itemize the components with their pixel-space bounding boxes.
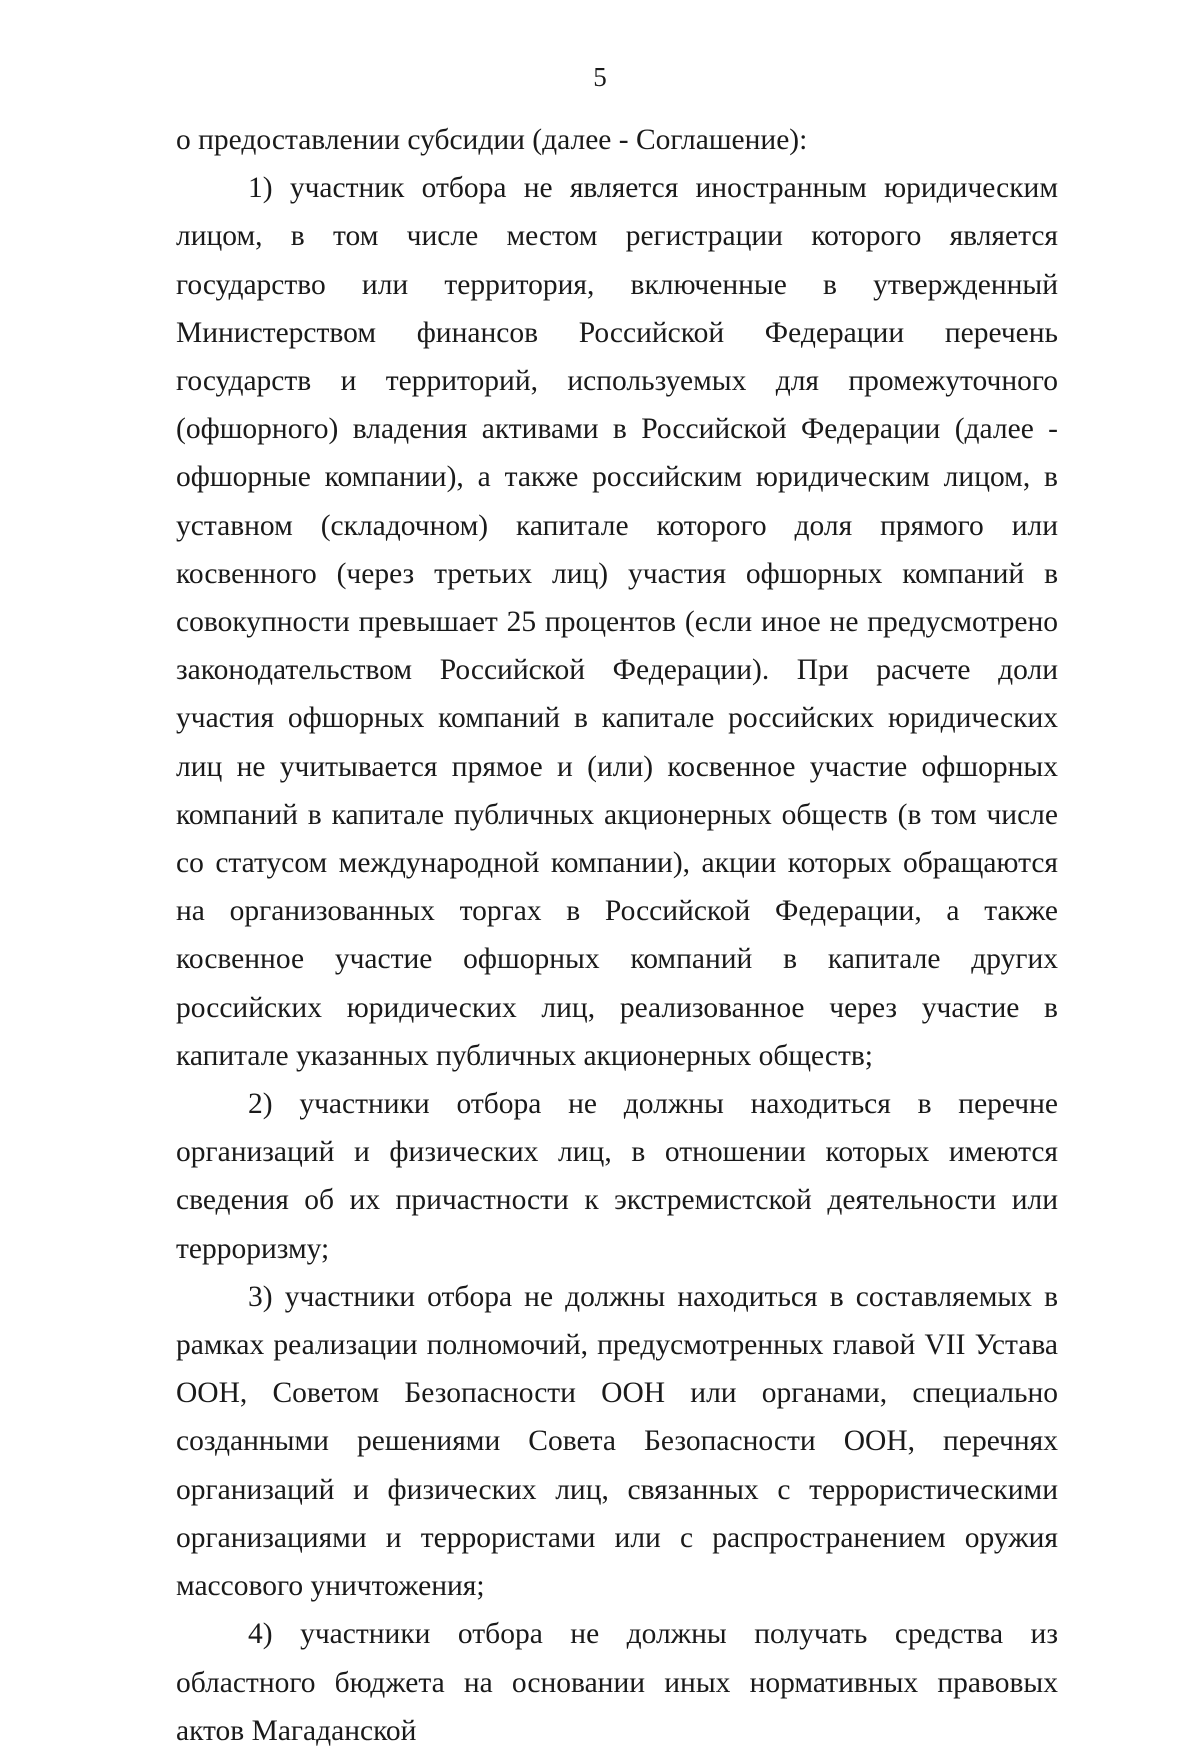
paragraph-item-2: 2) участники отбора не должны находиться в перечне организаций и физических лиц, в отношении которых имеются сведения об их причастности к экстремистской деятельности или терроризму; <box>176 1088 1058 1265</box>
paragraph-item-3: 3) участники отбора не должны находиться в составляемых в рамках реализации полномочий, предусмотренных главой VII Устава ООН, Советом Безопасности ООН или органами, специально созданными решениями Совета Безопасности ООН, перечнях организаций и физических лиц, связанных с террористическими организациями и террористами или с распространением оружия массового уничтожения; <box>176 1280 1058 1603</box>
document-body <box>176 116 1058 1755</box>
paragraph-continuation: о предоставлении субсидии (далее - Соглашение): <box>176 124 808 156</box>
paragraph-item-1: 1) участник отбора не является иностранным юридическим лицом, в том числе местом регистрации которого является государство или территория, включенные в утвержденный Министерством финансов Российской Федерации перечень государств и территорий, используемых для промежуточного (офшорного) владения активами в Российской Федерации (далее - офшорные компании), а также российским юридическим лицом, в уставном (складочном) капитале которого доля прямого или косвенного (через третьих лиц) участия офшорных компаний в совокупности превышает 25 процентов (если иное не предусмотрено законодательством Российской Федерации). При расчете доли участия офшорных компаний в капитале российских юридических лиц не учитывается прямое и (или) косвенное участие офшорных компаний в капитале публичных акционерных обществ (в том числе со статусом международной компании), акции которых обращаются на организованных торгах в Российской Федерации, а также косвенное участие офшорных компаний в капитале других российских юридических лиц, реализованное через участие в капитале указанных публичных акционерных обществ; <box>176 172 1058 1072</box>
paragraph-item-4: 4) участники отбора не должны получать средства из областного бюджета на основании иных нормативных правовых актов Магаданской <box>176 1618 1058 1747</box>
page-number: 5 <box>593 62 607 92</box>
